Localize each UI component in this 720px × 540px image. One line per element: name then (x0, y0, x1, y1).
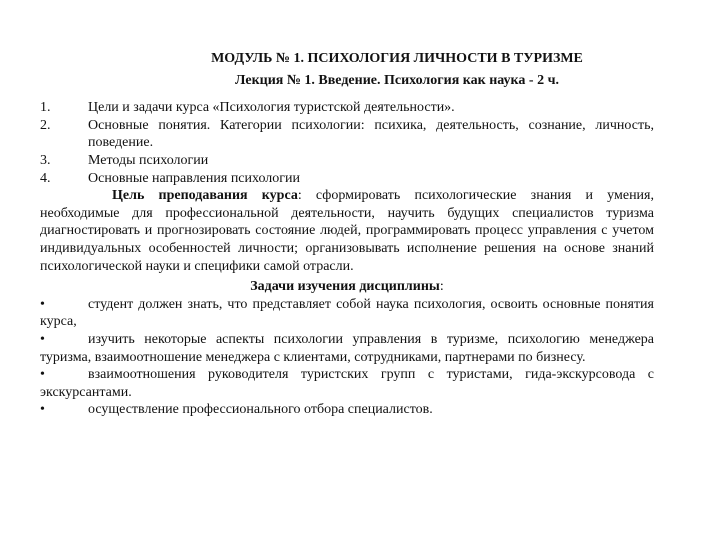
list-item (40, 117, 654, 152)
list-item-number: 2. (40, 117, 51, 133)
list-item-text: осуществление профессионального отбора специалистов. (88, 402, 433, 418)
list-item (40, 296, 654, 331)
course-goal-heading: Цель преподавания курса (112, 188, 298, 204)
tasks-heading-line (40, 278, 654, 296)
list-item-number: 3. (40, 152, 51, 168)
list-item (40, 366, 654, 401)
list-item-number: 1. (40, 100, 51, 116)
list-item (40, 401, 654, 419)
module-title: МОДУЛЬ № 1. ПСИХОЛОГИЯ ЛИЧНОСТИ В ТУРИЗМЕ (211, 51, 583, 66)
list-item-text: Основные понятия. Категории психологии: психика, деятельность, сознание, личность, поведение. (88, 117, 654, 151)
list-item-text: изучить некоторые аспекты психологии управления в туризме, психологию менеджера туризма, взаимоотношение менеджера с клиентами, сотрудниками, партнерами по бизнесу. (40, 331, 654, 365)
tasks-heading: Задачи изучения дисциплины (250, 279, 440, 295)
topics-list (40, 99, 654, 187)
bullet-icon: • (40, 402, 45, 418)
list-item (40, 331, 654, 366)
list-item (40, 152, 654, 170)
tasks-heading-colon: : (439, 279, 444, 295)
list-item (40, 170, 654, 188)
list-item-text: Методы психологии (88, 152, 209, 168)
course-goal-text: : сформировать психологические знания и умения, необходимые для профессиональной деятельности, научить будущих специалистов туризма диагностировать и прогнозировать состояние людей, программировать процесс управления с учетом индивидуальных особенностей личности; организовывать исполнение решения на основе знаний психологической науки и специфики самой отрасли. (40, 188, 654, 274)
list-item-number: 4. (40, 170, 51, 186)
lecture-subtitle: Лекция № 1. Введение. Психология как наука - 2 ч. (235, 72, 559, 88)
list-item-text: студент должен знать, что представляет собой наука психология, освоить основные понятия курса, (40, 296, 654, 330)
list-item-text: взаимоотношения руководителя туристских групп с туристами, гида-экскурсовода с экскурсантами. (40, 367, 654, 400)
course-goal-paragraph (40, 187, 654, 275)
bullet-icon: • (40, 296, 45, 312)
list-item-text: Цели и задачи курса «Психология туристской деятельности». (88, 100, 455, 116)
list-item-text: Основные направления психологии (88, 170, 301, 186)
bullet-icon: • (40, 331, 45, 347)
list-item (40, 99, 654, 117)
bullet-icon: • (40, 367, 45, 383)
tasks-list (40, 296, 654, 419)
